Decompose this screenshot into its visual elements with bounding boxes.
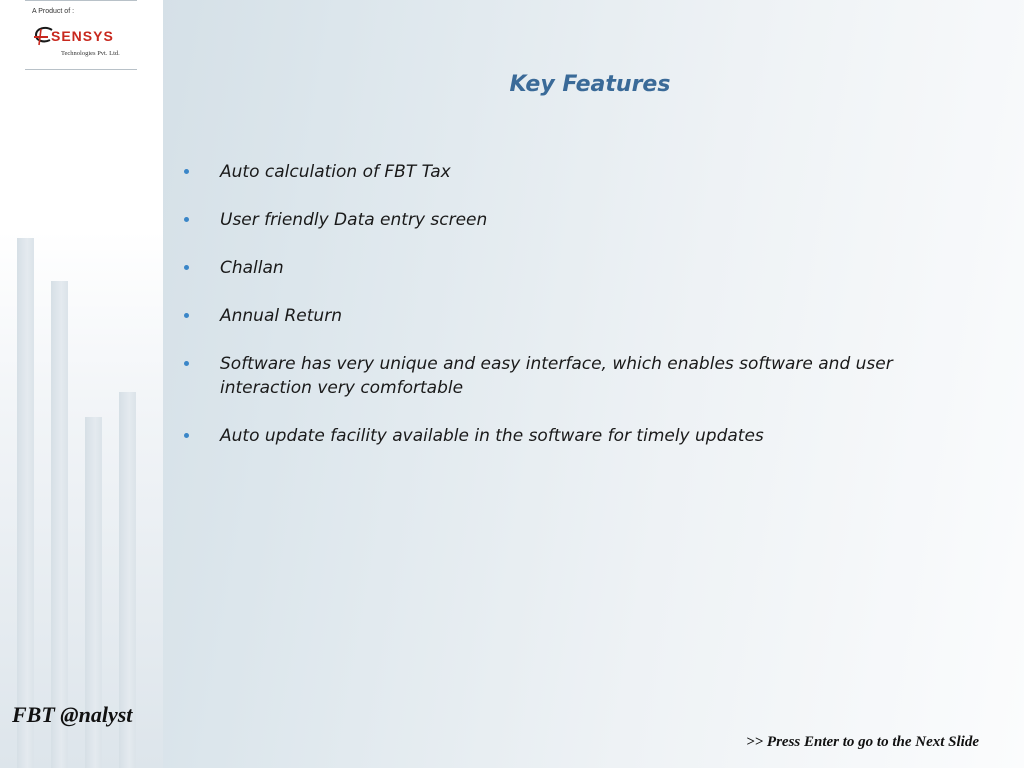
feature-list (182, 160, 962, 472)
feature-text: Challan (220, 258, 284, 278)
feature-text: Annual Return (220, 306, 342, 326)
company-logo (25, 0, 137, 70)
next-slide-hint[interactable]: >> Press Enter to go to the Next Slide (746, 734, 979, 750)
decor-bar (17, 238, 34, 768)
bullet-icon (184, 169, 189, 174)
bullet-icon (184, 433, 189, 438)
feature-item (182, 424, 962, 448)
logo-product-label: A Product of : (32, 8, 75, 15)
slide-title: Key Features (509, 72, 671, 97)
feature-item (182, 352, 962, 400)
feature-item (182, 160, 962, 184)
feature-text: Software has very unique and easy interface, which enables software and user interaction very comfortable (220, 354, 893, 398)
logo-company-name: SENSYS (51, 28, 114, 44)
bullet-icon (184, 265, 189, 270)
feature-text: Auto calculation of FBT Tax (220, 162, 451, 182)
product-brand: FBT @nalyst (12, 702, 133, 727)
decor-bar (51, 281, 68, 768)
bullet-icon (184, 361, 189, 366)
feature-item (182, 208, 962, 232)
feature-text: User friendly Data entry screen (220, 210, 488, 230)
feature-item (182, 304, 962, 328)
logo-company-subtitle: Technologies Pvt. Ltd. (61, 50, 120, 57)
left-decor-panel (0, 0, 163, 768)
bullet-icon (184, 313, 189, 318)
feature-text: Auto update facility available in the software for timely updates (220, 426, 764, 446)
feature-item (182, 256, 962, 280)
bullet-icon (184, 217, 189, 222)
